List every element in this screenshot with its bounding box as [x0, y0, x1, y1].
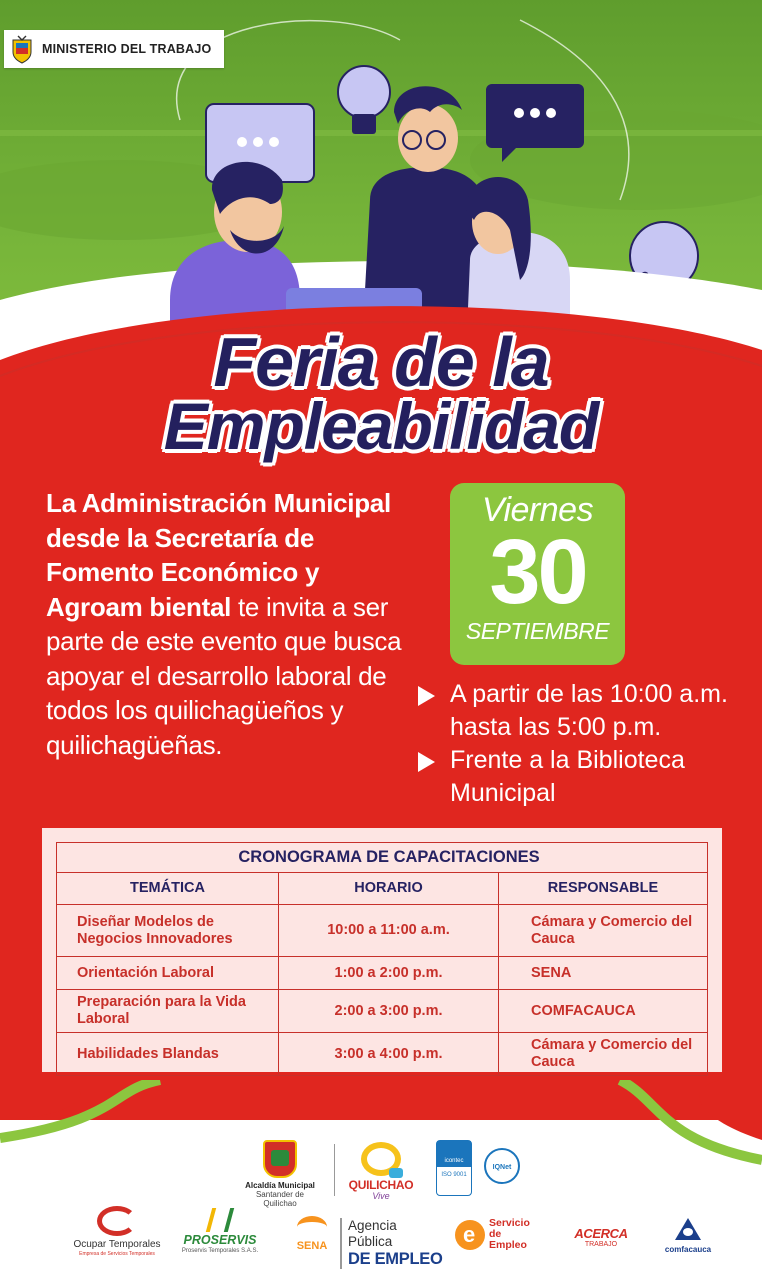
acerca-sub: TRABAJO	[584, 1241, 618, 1248]
info-location-text: Frente a la Biblioteca Municipal	[450, 746, 685, 807]
sena-name: SENA	[296, 1240, 328, 1252]
header-tematica: TEMÁTICA	[57, 873, 279, 905]
cell-horario: 2:00 a 3:00 p.m.	[279, 990, 499, 1033]
sse-line-2: Empleo	[489, 1239, 527, 1251]
ocupar-sub: Empresa de Servicios Temporales	[79, 1251, 155, 1257]
alcaldia-name: Alcaldía Municipal	[245, 1181, 315, 1190]
intro-rest: te invita a ser parte de este evento que busca apoyar el desarrollo laboral de todos los quilichagüeños y quilichagüeñas.	[46, 591, 402, 760]
date-day: 30	[489, 521, 586, 623]
sena-mark-icon	[297, 1216, 327, 1238]
ocupar-logo	[62, 1206, 172, 1259]
info-item-time	[418, 678, 748, 744]
info-item-location	[418, 744, 748, 810]
ministry-name: MINISTERIO DEL TRABAJO	[42, 42, 212, 56]
e-mark-icon	[455, 1220, 485, 1250]
table-row	[57, 1033, 708, 1076]
iqnet-logo	[484, 1148, 520, 1184]
comfacauca-logo	[660, 1218, 716, 1254]
alcaldia-sub: Santander de Quilichao	[255, 1190, 305, 1208]
table-row	[57, 905, 708, 957]
comfacauca-name: comfacauca	[664, 1245, 712, 1254]
title-line-1: Feria de la	[213, 323, 549, 401]
cell-tema: Habilidades Blandas	[57, 1033, 279, 1076]
cell-responsable: SENA	[499, 957, 708, 990]
schedule-caption-row	[57, 843, 708, 873]
servicio-empleo-logo	[455, 1218, 545, 1251]
intro-paragraph	[46, 486, 406, 762]
lightbulb-icon	[338, 66, 390, 134]
play-arrow-icon	[418, 752, 435, 772]
schedule-header-row	[57, 873, 708, 905]
coat-of-arms-icon	[10, 34, 34, 64]
header-horario: HORARIO	[279, 873, 499, 905]
header-responsable: RESPONSABLE	[499, 873, 708, 905]
icontec-logo	[436, 1140, 472, 1196]
ocupar-mark-icon	[97, 1206, 137, 1236]
cell-tema: Diseñar Modelos de Negocios Innovadores	[57, 905, 279, 957]
intro-bold: La Administración Municipal desde la Secretaría de Fomento Económico y Agroam biental	[46, 488, 391, 622]
cell-responsable: COMFACAUCA	[499, 990, 708, 1033]
quilichao-name: QUILICHAO	[348, 1178, 414, 1192]
title-line-2: Empleabilidad	[163, 389, 599, 463]
proservis-mark-icon	[206, 1208, 234, 1232]
shield-icon	[263, 1140, 297, 1178]
cell-tema: Orientación Laboral	[57, 957, 279, 990]
acerca-name: ACERCA	[574, 1226, 628, 1241]
schedule-caption: CRONOGRAMA DE CAPACITACIONES	[57, 843, 708, 873]
proservis-sub: Proservis Temporales S.A.S.	[181, 1248, 259, 1254]
info-time-text: A partir de las 10:00 a.m. hasta las 5:00 p.m.	[450, 680, 728, 741]
date-box	[450, 483, 625, 665]
cell-responsable: Cámara y Comercio del Cauca	[499, 905, 708, 957]
comfacauca-mark-icon	[673, 1218, 703, 1242]
acerca-logo	[562, 1226, 640, 1249]
ape-logo	[340, 1218, 444, 1269]
ape-line-2: DE EMPLEO	[348, 1250, 443, 1268]
play-arrow-icon	[418, 686, 435, 706]
cell-horario: 3:00 a 4:00 p.m.	[279, 1033, 499, 1076]
quilichao-logo	[344, 1142, 418, 1201]
schedule-panel	[42, 828, 722, 1072]
quilichao-sub: Vive	[372, 1191, 390, 1201]
date-day-of-week: Viernes	[481, 491, 594, 529]
ocupar-name: Ocupar Temporales	[73, 1239, 161, 1250]
cell-horario: 1:00 a 2:00 p.m.	[279, 957, 499, 990]
logo-divider	[334, 1144, 335, 1196]
q-mark-icon	[361, 1142, 401, 1176]
table-row	[57, 990, 708, 1033]
icontec-name: icontec	[437, 1141, 471, 1167]
proservis-logo	[178, 1208, 262, 1256]
alcaldia-logo	[240, 1140, 320, 1208]
cell-horario: 10:00 a 11:00 a.m.	[279, 905, 499, 957]
ministry-logo	[4, 30, 224, 68]
iqnet-name: IQNet	[492, 1164, 512, 1171]
schedule-table	[56, 842, 708, 1076]
icontec-sub: ISO 9001	[441, 1172, 467, 1178]
ape-line-1: Agencia Pública	[348, 1218, 397, 1249]
table-row	[57, 957, 708, 990]
date-month: SEPTIEMBRE	[465, 618, 610, 644]
cell-tema: Preparación para la Vida Laboral	[57, 990, 279, 1033]
proservis-name: PROSERVIS	[183, 1233, 257, 1247]
sse-line-1: Servicio de	[489, 1217, 530, 1240]
sena-logo	[288, 1216, 336, 1252]
cell-responsable: Cámara y Comercio del Cauca	[499, 1033, 708, 1076]
